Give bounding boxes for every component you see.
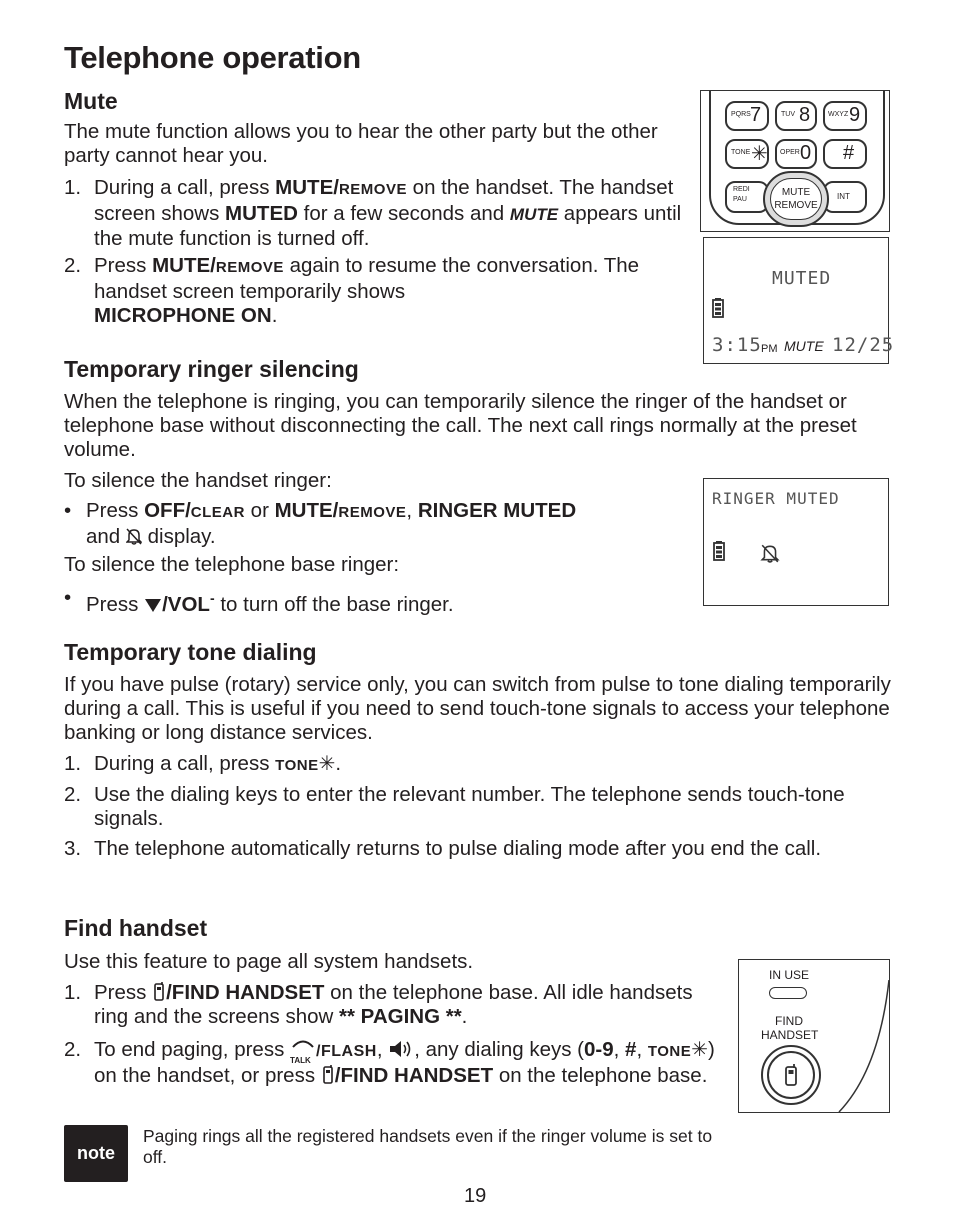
base-figure: IN USE FIND HANDSET [738, 959, 890, 1113]
find-heading: Find handset [64, 915, 208, 941]
handset-icon [152, 982, 166, 1002]
tone-step3: The telephone automatically returns to pulse dialing mode after you end the call. [94, 837, 822, 860]
key-0: OPER 0 [775, 139, 817, 169]
handset-ringer-label: To silence the handset ringer: [64, 469, 332, 492]
find-intro: Use this feature to page all system handsets. [64, 950, 474, 973]
find-step2: To end paging, press TALK /FLASH, , any dialing keys (0-9, #, TONE✳) on the handset, or press /FIND HANDSET on the telephone base. [94, 1038, 715, 1087]
mute-step2: Press MUTE/REMOVE again to resume the conversation. The handset screen temporarily shows MICROPHONE ON. [94, 254, 640, 327]
tone-heading: Temporary tone dialing [64, 639, 317, 665]
tone-step2: Use the dialing keys to enter the relevant number. The telephone sends touch-tone signals. [94, 783, 845, 830]
mute-heading: Mute [64, 88, 118, 114]
tone-star-icon: ✳ [318, 753, 336, 775]
ringer-bullet2: Press /VOL- to turn off the base ringer. [86, 590, 454, 616]
mute-step1: During a call, press MUTE/REMOVE on the handset. The handset screen shows MUTED for a few seconds and MUTE appears until the mute function is turned off. [94, 176, 682, 250]
find-step1: Press /FIND HANDSET on the telephone base. All idle handsets ring and the screens show ** PAGING **. [94, 981, 693, 1028]
keypad-figure [700, 90, 890, 232]
tone-step2-number: 2. [64, 783, 82, 806]
mute-step1-number: 1. [64, 176, 82, 199]
ringer-intro: When the telephone is ringing, you can temporarily silence the ringer of the handset or telephone base without disconnecting the call. The next call rings normally at the preset volume. [64, 390, 857, 461]
handset-icon [784, 1064, 798, 1086]
handset-icon [321, 1065, 335, 1085]
key-int: INT [823, 181, 867, 213]
tone-star-icon: ✳ [691, 1039, 709, 1061]
find-step1-number: 1. [64, 981, 82, 1004]
key-redial: REDI PAU [725, 181, 769, 213]
mute-remove-key: MUTE REMOVE [763, 171, 829, 227]
ringer-off-icon [760, 543, 780, 563]
tone-step1-number: 1. [64, 752, 82, 775]
mute-step2-number: 2. [64, 254, 82, 277]
key-hash: # [823, 139, 867, 169]
ringer-bullet1: Press OFF/CLEAR or MUTE/REMOVE, RINGER MUTED and display. [86, 499, 577, 548]
tone-intro: If you have pulse (rotary) service only, you can switch from pulse to tone dialing temporarily during a call. This is useful if you need to send touch-tone signals to access your telephone banking or long distance services. [64, 673, 891, 744]
battery-icon [713, 541, 725, 561]
note-badge: note [64, 1125, 128, 1182]
ringer-heading: Temporary ringer silencing [64, 356, 359, 382]
ringer-off-icon [126, 527, 142, 545]
down-triangle-icon [144, 597, 162, 613]
key-8: TUV 8 [775, 101, 817, 131]
find-handset-button [761, 1045, 821, 1105]
key-9: WXYZ 9 [823, 101, 867, 131]
note-text: Paging rings all the registered handsets even if the ringer volume is set to off. [143, 1126, 713, 1167]
tone-step3-number: 3. [64, 837, 82, 860]
in-use-indicator [769, 987, 807, 999]
mute-intro: The mute function allows you to hear the other party but the other party cannot hear you. [64, 120, 658, 167]
tone-star-icon: ✳ [751, 143, 768, 165]
talk-icon: TALK [290, 1039, 316, 1059]
ringer-muted-screen-figure: RINGER MUTED [703, 478, 889, 606]
key-tone: TONE ✳ [725, 139, 769, 169]
speaker-icon [388, 1039, 414, 1059]
battery-icon [712, 298, 724, 318]
page-number: 19 [464, 1185, 487, 1207]
tone-step1: During a call, press TONE✳. [94, 752, 342, 775]
muted-screen-figure: MUTED 3:15 PM MUTE 12/25 [703, 237, 889, 364]
bullet-dot: • [64, 586, 72, 609]
minus-sign: - [209, 590, 215, 606]
page-title: Telephone operation [64, 40, 361, 75]
base-ringer-label: To silence the telephone base ringer: [64, 553, 400, 576]
bullet-dot: • [64, 499, 72, 522]
find-step2-number: 2. [64, 1038, 82, 1061]
key-7: PQRS 7 [725, 101, 769, 131]
